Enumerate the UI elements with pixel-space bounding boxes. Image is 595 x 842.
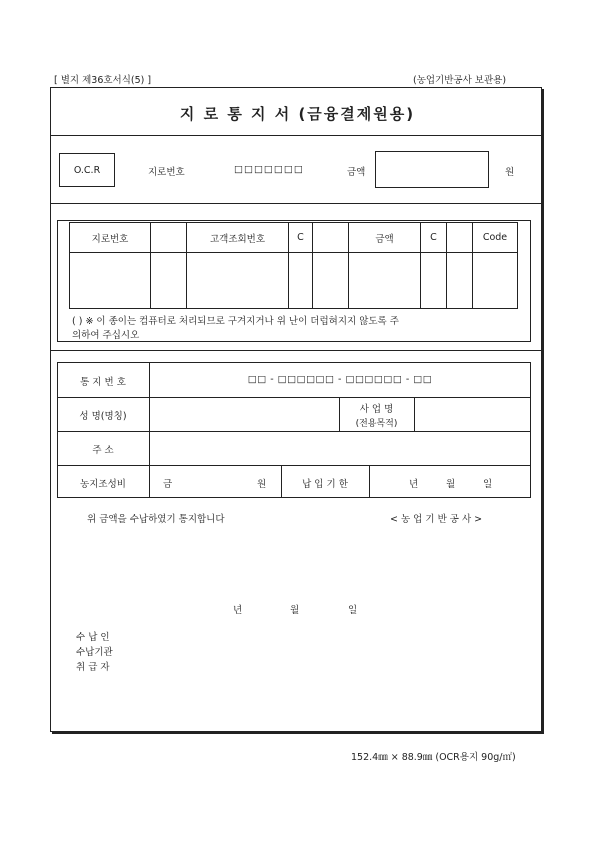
giro-number-value: □□□□□□□ <box>234 164 304 175</box>
fee-prefix: 금 <box>163 479 173 490</box>
business-label: 사 업 명 <box>359 404 394 415</box>
divider <box>50 350 542 351</box>
form-code: [ 별지 제36호서식(5) ] <box>54 75 152 86</box>
receipt-month: 월 <box>290 605 300 616</box>
notice-line-2: 의하여 주십시오 <box>72 330 140 341</box>
business-field[interactable] <box>415 398 530 430</box>
institution-label: 수납기관 <box>76 647 113 658</box>
cell-amount[interactable] <box>349 253 421 309</box>
cell-customer-ref[interactable] <box>187 253 289 309</box>
amount-label: 금액 <box>347 167 366 178</box>
cell-blank <box>447 253 473 309</box>
header-customer-ref: 고객조회번호 <box>187 223 289 253</box>
name-label: 성 명(명칭) <box>79 411 127 422</box>
header-blank <box>313 223 349 253</box>
handler-label: 취 급 자 <box>76 662 110 673</box>
due-month: 월 <box>446 479 456 490</box>
divider <box>50 203 542 204</box>
paper-spec: 152.4㎜ × 88.9㎜ (OCR용지 90g/㎡) <box>351 752 516 763</box>
address-field[interactable] <box>150 432 530 464</box>
due-year: 년 <box>409 479 419 490</box>
row-line <box>57 465 531 466</box>
fee-unit: 원 <box>257 479 267 490</box>
fee-label: 농지조성비 <box>80 479 126 490</box>
won-label: 원 <box>505 167 515 178</box>
due-day: 일 <box>483 479 493 490</box>
receipt-text: 위 금액을 수납하였기 통지합니다 <box>87 514 225 525</box>
cell-code[interactable] <box>473 253 518 309</box>
address-label: 주 소 <box>92 445 114 456</box>
header-amount: 금액 <box>349 223 421 253</box>
amount-field[interactable] <box>375 151 489 188</box>
notice-line-1: ( ) ※ 이 종이는 컴퓨터로 처리되므로 구겨지거나 위 난이 더럽혀지지 않도록 주 <box>72 316 399 327</box>
cell-check-1[interactable] <box>289 253 313 309</box>
due-date-label: 납 입 기 한 <box>302 479 348 490</box>
header-check-2: C <box>421 223 447 253</box>
header-blank <box>151 223 187 253</box>
code-table <box>69 222 518 309</box>
header-code: Code <box>473 223 518 253</box>
issuer: < 농 업 기 반 공 사 > <box>390 514 483 525</box>
ocr-label: O.C.R <box>73 165 101 176</box>
divider <box>50 135 542 136</box>
notice-number-label: 통 지 번 호 <box>80 377 126 388</box>
business-sub-label: (전용목적) <box>355 419 398 429</box>
giro-number-label: 지로번호 <box>148 167 185 178</box>
receipt-year: 년 <box>233 605 243 616</box>
header-blank <box>447 223 473 253</box>
cell-blank <box>151 253 187 309</box>
receipt-day: 일 <box>348 605 358 616</box>
cell-giro-number[interactable] <box>70 253 151 309</box>
keeper-note: (농업기반공사 보관용) <box>413 75 507 86</box>
cell-blank <box>313 253 349 309</box>
form-title: 지 로 통 지 서 (금융결제원용) <box>179 105 416 123</box>
header-check-1: C <box>289 223 313 253</box>
notice-number-value: □□ - □□□□□□ - □□□□□□ - □□ <box>247 374 433 385</box>
cell-check-2[interactable] <box>421 253 447 309</box>
col-line <box>369 465 370 498</box>
header-giro-number: 지로번호 <box>70 223 151 253</box>
receiver-label: 수 납 인 <box>76 632 110 643</box>
name-field[interactable] <box>150 398 338 430</box>
